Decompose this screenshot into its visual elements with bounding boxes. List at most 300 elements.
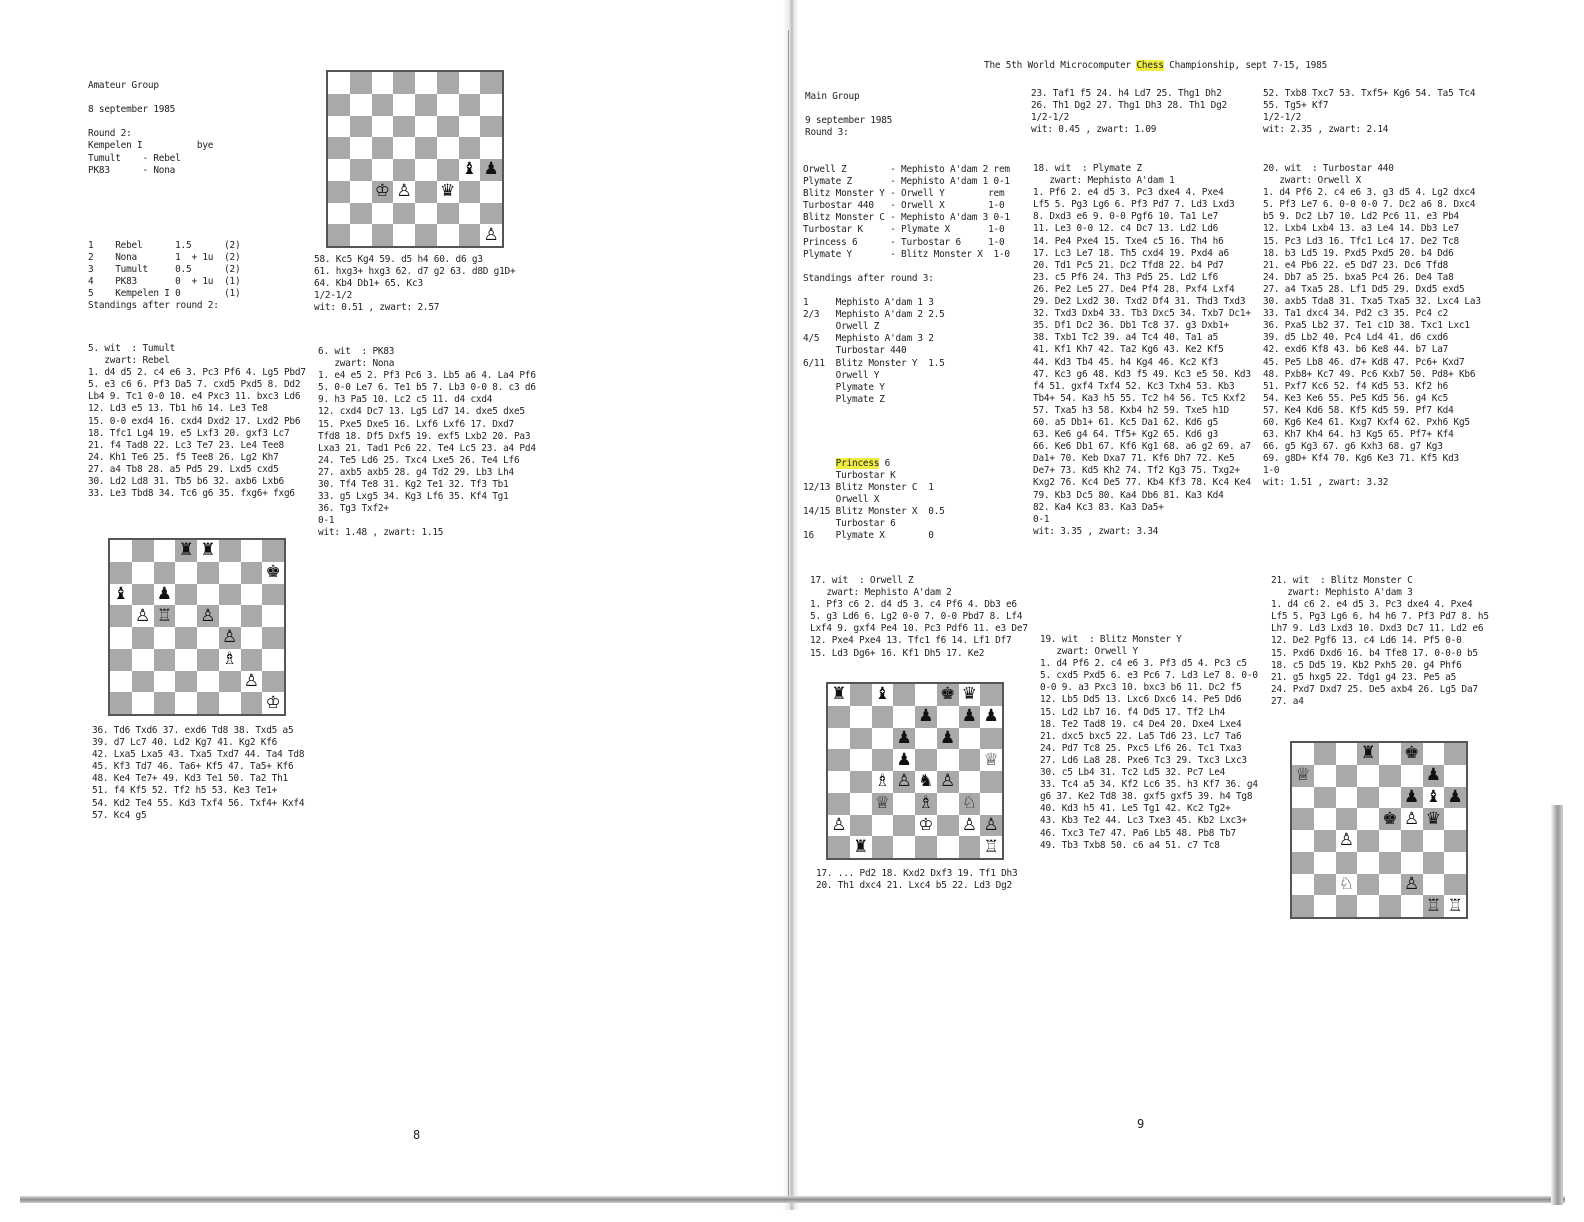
text-line: 60. a5 Db1+ 61. Kc5 Da1 62. Kd6 g5	[1033, 416, 1219, 428]
text-line: 43. Kb3 Te2 44. Lc3 Txe3 45. Kb2 Lxc3+	[1040, 815, 1247, 827]
white-knight-icon: ♘	[1338, 873, 1354, 894]
princess-highlight: Princess	[835, 458, 880, 469]
board-square	[197, 627, 219, 649]
white-bishop-icon: ♗	[874, 771, 890, 792]
board-square	[915, 836, 937, 858]
board-square	[110, 649, 132, 671]
text-line: 19. wit : Blitz Monster Y	[1040, 634, 1182, 645]
text-line: 30. Tf4 Te8 31. Kg2 Te1 32. Tf3 Tb1	[318, 479, 509, 491]
text-line	[88, 116, 213, 128]
text-line: wit: 3.35 , zwart: 3.34	[1033, 525, 1159, 537]
book-spine	[783, 0, 799, 1210]
black-knight-icon: ♞	[918, 771, 934, 792]
board-square	[1379, 787, 1401, 809]
game-19-ending	[1263, 88, 1475, 136]
white-pawn-icon: ♙	[940, 771, 956, 792]
black-pawn-icon: ♟	[896, 727, 912, 748]
black-pawn-icon: ♟	[961, 706, 977, 727]
text-line: 51. Pxf7 Kc6 52. f4 Kd5 53. Kf2 h6	[1263, 380, 1449, 392]
text-line: g6 37. Ke2 Td8 38. gxf5 gxf5 39. h4 Tg8	[1040, 791, 1253, 803]
text-line: 32. Txd3 Dxb4 33. Tb3 Dxc5 34. Txb7 Dc1+	[1033, 308, 1251, 320]
board-square	[937, 728, 959, 750]
running-head-highlight: Chess	[1136, 60, 1164, 71]
board-square	[1357, 743, 1379, 765]
board-square	[241, 627, 263, 649]
text-line: 1. Pf3 c6 2. d4 d5 3. c4 Pf6 4. Db3 e6	[810, 599, 1017, 611]
text-line: 33. g5 Lxg5 34. Kg3 Lf6 35. Kf4 Tg1	[318, 491, 509, 503]
text-line: Turbostar K	[803, 470, 896, 481]
board-square	[459, 159, 481, 181]
white-pawn-icon: ♙	[831, 814, 847, 835]
board-square	[1401, 787, 1423, 809]
text-line: 46. Txc3 Te7 47. Pa6 Lb5 48. Pb8 Tb7	[1040, 827, 1236, 839]
text-line: 1-0	[1263, 465, 1280, 477]
text-line: 0-1	[1033, 513, 1050, 525]
board-square	[1292, 808, 1314, 830]
white-queen-icon: ♕	[1295, 765, 1311, 786]
text-line: 1. d4 Pf6 2. c4 e6 3. Pf3 d5 4. Pc3 c5	[1040, 658, 1247, 670]
text-line: 36. Pxa5 Lb2 37. Te1 c1D 38. Txc1 Lxc1	[1263, 320, 1470, 332]
black-bishop-icon: ♝	[1425, 786, 1441, 807]
board-square	[1336, 874, 1358, 896]
text-line: 12. Ld3 e5 13. Tb1 h6 14. Le3 Te8	[88, 403, 268, 415]
text-line: 18. wit : Plymate Z	[1033, 163, 1142, 174]
black-rook-icon: ♜	[200, 540, 216, 561]
board-square	[393, 94, 415, 116]
board-square	[828, 815, 850, 837]
white-rook-icon: ♖	[1447, 895, 1463, 916]
text-line: PK83 - Nona	[88, 164, 176, 176]
board-square	[850, 815, 872, 837]
board-square	[480, 159, 502, 181]
board-square	[893, 684, 915, 706]
text-line	[88, 92, 213, 104]
text-line: 1/2-1/2	[1031, 112, 1070, 124]
board-square	[915, 815, 937, 837]
text-line: 5. 0-0 Le7 6. Te1 b5 7. Lb3 0-0 8. c3 d6	[318, 382, 536, 394]
text-line: 54. Kd2 Te4 55. Kd3 Txf4 56. Txf4+ Kxf4	[92, 797, 305, 809]
running-head	[984, 60, 1327, 72]
text-line: 47. Kc3 g6 48. Kd3 f5 49. Kc3 e5 50. Kd3	[1033, 368, 1251, 380]
game-17-continuation	[816, 868, 1017, 892]
board-square	[415, 137, 437, 159]
board-square	[415, 203, 437, 225]
board-square	[1401, 743, 1423, 765]
text-line: Standings after round 3:	[803, 272, 934, 284]
board-square	[372, 137, 394, 159]
text-line: zwart: Orwell X	[1263, 175, 1361, 187]
board-square	[393, 159, 415, 181]
text-line: 82. Ka4 Kc3 83. Ka3 Da5+	[1033, 501, 1164, 513]
board-square	[393, 72, 415, 94]
page-number-left: 8	[413, 1128, 421, 1142]
main-group-header	[805, 91, 892, 139]
text-line: Round 3:	[805, 127, 849, 139]
text-line: Plymate Z - Mephisto A'dam 1 0-1	[803, 176, 1010, 188]
board-square	[197, 649, 219, 671]
text-line: 33. Le3 Tbd8 34. Tc6 g6 35. fxg6+ fxg6	[88, 488, 295, 500]
board-square	[219, 605, 241, 627]
text-line: 57. Kc4 g5	[92, 809, 147, 821]
text-line: Turbostar 440	[803, 345, 907, 357]
board-square	[480, 224, 502, 246]
text-line: 21. wit : Blitz Monster C	[1271, 575, 1413, 586]
text-line: 57. Ke4 Kd6 58. Kf5 Kd5 59. Pf7 Kd4	[1263, 404, 1454, 416]
white-knight-icon: ♘	[961, 793, 977, 814]
board-square	[1314, 808, 1336, 830]
board-square	[197, 562, 219, 584]
black-queen-icon: ♛	[961, 684, 977, 705]
board-square	[937, 836, 959, 858]
board-square	[154, 649, 176, 671]
board-square	[219, 649, 241, 671]
board-square	[480, 116, 502, 138]
amateur-group-header	[88, 80, 213, 177]
game-19-moves	[1040, 634, 1258, 852]
board-square	[175, 671, 197, 693]
amateur-standings	[88, 240, 240, 313]
game-5-continuation	[92, 725, 304, 822]
board-square	[480, 203, 502, 225]
white-pawn-icon: ♙	[396, 181, 412, 202]
board-square	[1357, 852, 1379, 874]
board-square	[828, 836, 850, 858]
board-square	[132, 562, 154, 584]
board-square	[1336, 787, 1358, 809]
text-line: 12. cxd4 Dc7 13. Lg5 Ld7 14. dxe5 dxe5	[318, 406, 525, 418]
black-rook-icon: ♜	[853, 836, 869, 857]
text-line: Turbostar 6	[803, 518, 896, 530]
text-line: 1. d4 d5 2. c4 e6 3. Pc3 Pf6 4. Lg5 Pbd7	[88, 367, 306, 379]
text-line: 14/15 Blitz Monster X 0.5	[803, 506, 945, 518]
text-line: 14. Pe4 Pxe4 15. Txe4 c5 16. Th4 h6	[1033, 235, 1224, 247]
white-king-icon: ♔	[918, 814, 934, 835]
board-square	[1357, 787, 1379, 809]
text-line: 15. Ld2 Lb7 16. f4 Dd5 17. Tf2 Lh4	[1040, 706, 1226, 718]
game-17-moves	[810, 575, 1028, 660]
text-line: Tumult - Rebel	[88, 152, 181, 164]
game-5-ending	[314, 254, 515, 314]
text-line: 15. Pc3 Ld3 16. Tfc1 Lc4 17. De2 Tc8	[1263, 235, 1459, 247]
board-square	[372, 72, 394, 94]
text-line: 39. d5 Lb2 40. Pc4 Ld4 41. d6 cxd6	[1263, 332, 1449, 344]
text-line: 1 Mephisto A'dam 1 3	[803, 297, 934, 309]
board-square	[872, 793, 894, 815]
board-square	[459, 94, 481, 116]
text-line: 66. g5 Kg3 67. g6 Kxh3 68. g7 Kg3	[1263, 441, 1443, 453]
board-square	[154, 540, 176, 562]
board-square	[219, 692, 241, 714]
text-line: Orwell Z	[803, 321, 880, 333]
white-pawn-icon: ♙	[896, 771, 912, 792]
board-square	[328, 94, 350, 116]
page-number-right: 9	[1137, 1117, 1145, 1131]
board-square	[1336, 765, 1358, 787]
board-square	[262, 649, 284, 671]
board-square	[1357, 895, 1379, 917]
board-square	[1357, 830, 1379, 852]
text-line: 5. cxd5 Pxd5 6. e3 Pc6 7. Ld3 Le7 8. 0-0	[1040, 670, 1258, 682]
text-line: 15. Pxe5 Dxe5 16. Lxf6 Lxf6 17. Dxd7	[318, 418, 514, 430]
text-line: zwart: Orwell Y	[1040, 646, 1138, 658]
white-pawn-icon: ♙	[483, 224, 499, 245]
board-square	[1336, 852, 1358, 874]
text-line: 64. Kb4 Db1+ 65. Kc3	[314, 278, 423, 290]
board-square	[328, 137, 350, 159]
white-bishop-icon: ♗	[222, 649, 238, 670]
white-queen-icon: ♕	[874, 793, 890, 814]
board-square	[1423, 808, 1445, 830]
board-square	[241, 649, 263, 671]
board-square	[175, 605, 197, 627]
board-square	[175, 649, 197, 671]
board-square	[980, 771, 1002, 793]
text-line: Blitz Monster Y - Orwell Y rem	[803, 188, 1005, 200]
board-square	[372, 94, 394, 116]
text-line: 61. hxg3+ hxg3 62. d7 g2 63. d8D g1D+	[314, 266, 516, 278]
page-right-edge	[1551, 805, 1563, 1205]
text-line: 63. Kh7 Kh4 64. h3 Kg5 65. Pf7+ Kf4	[1263, 429, 1454, 441]
text-line: 33. Ta1 dxc4 34. Pd2 c3 35. Pc4 c2	[1263, 308, 1449, 320]
text-line: 1. d4 Pf6 2. c4 e6 3. g3 d5 4. Lg2 dxc4	[1263, 187, 1476, 199]
text-line: 51. f4 Kf5 52. Tf2 h5 53. Ke3 Te1+	[92, 785, 278, 797]
board-square	[154, 605, 176, 627]
text-line: 27. axb5 axb5 28. g4 Td2 29. Lb3 Lh4	[318, 466, 514, 478]
page-fold-line	[788, 30, 789, 1200]
board-square	[872, 749, 894, 771]
board-square	[893, 706, 915, 728]
text-line: 18. b3 Ld5 19. Pxd5 Pxd5 20. b4 Dd6	[1263, 247, 1454, 259]
text-line: 48. Ke4 Te7+ 49. Kd3 Te1 50. Ta2 Th1	[92, 773, 288, 785]
black-pawn-icon: ♟	[940, 727, 956, 748]
board-square	[197, 605, 219, 627]
text-line: 29. De2 Lxd2 30. Txd2 Df4 31. Thd3 Txd3	[1033, 296, 1246, 308]
page-bottom-edge	[20, 1196, 1565, 1203]
standings-princess-line	[803, 458, 890, 470]
board-square	[480, 181, 502, 203]
board-square	[1444, 830, 1466, 852]
chess-diagram-4	[1290, 741, 1468, 919]
text-line: 41. Kf1 Kh7 42. Ta2 Kg6 43. Ke2 Kf5	[1033, 344, 1224, 356]
board-square	[1314, 765, 1336, 787]
board-square	[1401, 874, 1423, 896]
black-rook-icon: ♜	[178, 540, 194, 561]
text-line: 44. Kd3 Tb4 45. h4 Kg4 46. Kc2 Kf3	[1033, 356, 1219, 368]
board-square	[219, 562, 241, 584]
text-line: Princess 6 - Turbostar 6 1-0	[803, 236, 1005, 248]
text-line: 21. f4 Tad8 22. Lc3 Te7 23. Le4 Tee8	[88, 439, 284, 451]
black-pawn-icon: ♟	[983, 706, 999, 727]
black-queen-icon: ♛	[440, 181, 456, 202]
board-square	[1423, 830, 1445, 852]
board-square	[437, 181, 459, 203]
text-line: 9. h3 Pa5 10. Lc2 c5 11. d4 cxd4	[318, 394, 493, 406]
board-square	[1444, 743, 1466, 765]
text-line: 0-1	[318, 515, 335, 527]
board-square	[937, 815, 959, 837]
board-square	[197, 671, 219, 693]
board-square	[1444, 808, 1466, 830]
text-line: De7+ 73. Kd5 Kh2 74. Tf2 Kg3 75. Txg2+	[1033, 465, 1240, 477]
text-line: f4 51. gxf4 Txf4 52. Kc3 Txh4 53. Kb3	[1033, 380, 1235, 392]
board-square	[872, 836, 894, 858]
black-king-icon: ♚	[265, 562, 281, 583]
black-pawn-icon: ♟	[918, 706, 934, 727]
board-square	[850, 793, 872, 815]
white-pawn-icon: ♙	[200, 605, 216, 626]
board-square	[1423, 895, 1445, 917]
board-square	[937, 706, 959, 728]
white-queen-icon: ♕	[983, 749, 999, 770]
board-square	[1314, 852, 1336, 874]
text-line: 36. Td6 Txd6 37. exd6 Td8 38. Txd5 a5	[92, 725, 294, 736]
board-square	[459, 72, 481, 94]
text-line: 26. Pe2 Le5 27. De4 Pf4 28. Pxf4 Lxf4	[1033, 283, 1235, 295]
black-king-icon: ♚	[1382, 808, 1398, 829]
board-square	[1423, 874, 1445, 896]
text-line: 24. Pxd7 Dxd7 25. De5 axb4 26. Lg5 Da7	[1271, 683, 1478, 695]
board-square	[175, 584, 197, 606]
board-square	[132, 584, 154, 606]
text-line: 27. Ld6 La8 28. Pxe6 Tc3 29. Txc3 Lxc3	[1040, 754, 1247, 766]
text-line: Orwell Y	[803, 369, 880, 381]
board-square	[219, 671, 241, 693]
text-line: Main Group	[805, 91, 860, 102]
white-rook-icon: ♖	[1425, 895, 1441, 916]
text-line: 1/2-1/2	[1263, 112, 1302, 124]
text-line: 1 Rebel 1.5 (2)	[88, 240, 241, 251]
board-square	[328, 159, 350, 181]
board-square	[350, 137, 372, 159]
white-pawn-icon: ♙	[983, 814, 999, 835]
text-line: 21. g5 hxg5 22. Tdg1 g4 23. Pe5 a5	[1271, 671, 1457, 683]
board-square	[154, 627, 176, 649]
board-square	[1379, 874, 1401, 896]
board-square	[372, 116, 394, 138]
board-square	[415, 94, 437, 116]
board-square	[393, 181, 415, 203]
text-line: Lf5 5. Pg3 Lg6 6. Pf3 Pd7 7. Ld3 Lxd3	[1033, 199, 1235, 211]
board-square	[328, 224, 350, 246]
text-line: Turbostar K - Plymate X 1-0	[803, 224, 1005, 236]
text-line: 20. wit : Turbostar 440	[1263, 163, 1394, 174]
round-3-pairings	[803, 164, 1010, 406]
board-square	[459, 203, 481, 225]
black-bishop-icon: ♝	[874, 684, 890, 705]
white-pawn-icon: ♙	[1404, 873, 1420, 894]
white-pawn-icon: ♙	[135, 605, 151, 626]
board-square	[350, 159, 372, 181]
board-square	[980, 684, 1002, 706]
text-line: 8 september 1985	[88, 104, 176, 116]
board-square	[350, 94, 372, 116]
white-pawn-icon: ♙	[1404, 808, 1420, 829]
board-square	[1292, 852, 1314, 874]
board-square	[1314, 830, 1336, 852]
board-square	[1292, 787, 1314, 809]
board-square	[262, 627, 284, 649]
board-square	[219, 540, 241, 562]
board-square	[1336, 830, 1358, 852]
white-bishop-icon: ♗	[918, 793, 934, 814]
board-square	[1401, 808, 1423, 830]
board-square	[1314, 874, 1336, 896]
board-square	[262, 671, 284, 693]
board-square	[437, 94, 459, 116]
text-line: wit: 0.51 , zwart: 2.57	[314, 302, 440, 314]
text-line: 45. Pe5 Lb8 46. d7+ Kd8 47. Pc6+ Kxd7	[1263, 356, 1465, 368]
board-square	[959, 815, 981, 837]
board-square	[393, 116, 415, 138]
text-line: Standings after round 2:	[88, 300, 219, 312]
text-line: 23. c5 Pf6 24. Th3 Pd5 25. Ld2 Lf6	[1033, 271, 1219, 283]
text-line: 57. Txa5 h3 58. Kxb4 h2 59. Txe5 h1D	[1033, 404, 1229, 416]
black-bishop-icon: ♝	[113, 583, 129, 604]
board-square	[437, 116, 459, 138]
princess-score: 6	[879, 458, 891, 469]
board-square	[959, 749, 981, 771]
text-line: 15. Pxd6 Dxd6 16. b4 Tfe8 17. 0-0-0 b5	[1271, 647, 1478, 659]
board-square	[175, 627, 197, 649]
board-square	[132, 692, 154, 714]
text-line: 12. De2 Pgf6 13. c4 Ld6 14. Pf5 0-0	[1271, 635, 1462, 647]
text-line: Lb4 9. Tc1 0-0 10. e4 Pxc3 11. bxc3 Ld6	[88, 391, 301, 403]
text-line: Tb4+ 54. Ka3 h5 55. Tc2 h4 56. Tc5 Kxf2	[1033, 392, 1246, 404]
black-bishop-icon: ♝	[461, 159, 477, 180]
board-square	[110, 605, 132, 627]
text-line: 52. Txb8 Txc7 53. Txf5+ Kg6 54. Ta5 Tc4	[1263, 88, 1476, 99]
text-line: 27. a4 Tb8 28. a5 Pd5 29. Lxd5 cxd5	[88, 463, 279, 475]
text-line: zwart: Mephisto A'dam 2	[810, 587, 952, 599]
board-square	[415, 72, 437, 94]
text-line: 24. Te5 Ld6 25. Txc4 Lxe5 26. Te4 Lf6	[318, 454, 520, 466]
text-line: 20. Th1 dxc4 21. Lxc4 b5 22. Ld3 Dg2	[816, 880, 1012, 892]
white-pawn-icon: ♙	[222, 627, 238, 648]
board-square	[219, 627, 241, 649]
board-square	[828, 728, 850, 750]
board-square	[1336, 808, 1358, 830]
board-square	[915, 749, 937, 771]
board-square	[1401, 895, 1423, 917]
board-square	[937, 684, 959, 706]
board-square	[872, 815, 894, 837]
board-square	[893, 749, 915, 771]
board-square	[197, 584, 219, 606]
board-square	[480, 94, 502, 116]
text-line: wit: 1.48 , zwart: 1.15	[318, 527, 444, 539]
board-square	[850, 749, 872, 771]
white-rook-icon: ♖	[156, 605, 172, 626]
text-line: 66. Ke6 Db1 67. Kf6 Kg1 68. a6 g2 69. a7	[1033, 441, 1251, 453]
board-square	[1401, 830, 1423, 852]
board-square	[980, 749, 1002, 771]
board-square	[828, 684, 850, 706]
board-square	[1336, 895, 1358, 917]
board-square	[1401, 765, 1423, 787]
text-line: Kempelen I bye	[88, 140, 214, 152]
board-square	[872, 728, 894, 750]
text-line: 45. Kf3 Td7 46. Ta6+ Kf5 47. Ta5+ Kf6	[92, 761, 294, 773]
board-square	[872, 706, 894, 728]
board-square	[393, 137, 415, 159]
board-square	[459, 116, 481, 138]
text-line: 6/11 Blitz Monster Y 1.5	[803, 357, 945, 369]
text-line: Orwell Z - Mephisto A'dam 2 rem	[803, 164, 1010, 175]
running-head-after: Championship, sept 7-15, 1985	[1163, 60, 1328, 71]
text-line	[803, 285, 1010, 297]
board-square	[262, 692, 284, 714]
white-pawn-icon: ♙	[1338, 830, 1354, 851]
